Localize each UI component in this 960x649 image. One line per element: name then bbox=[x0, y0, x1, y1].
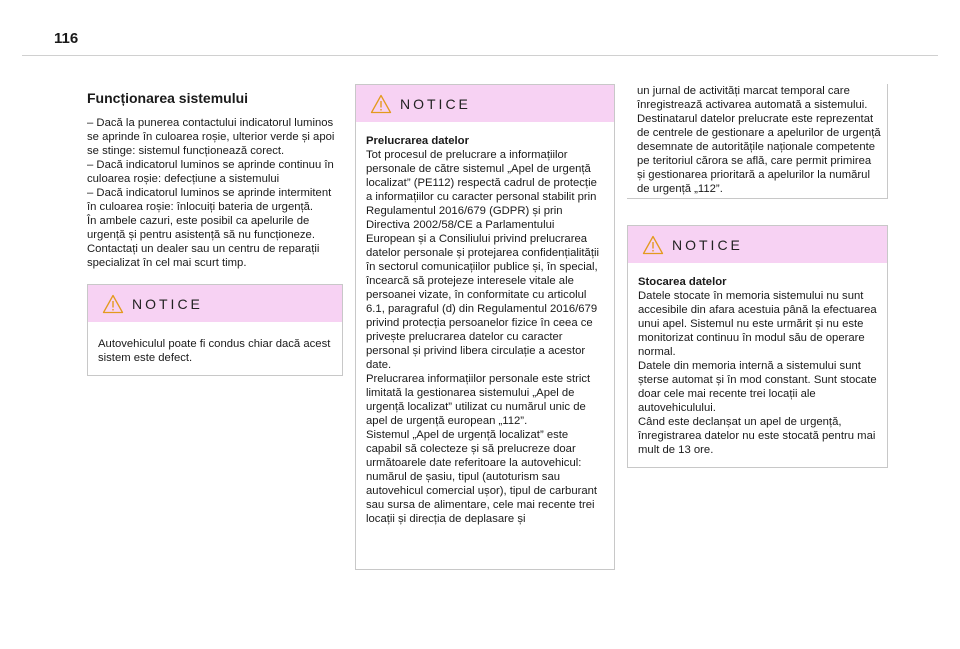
section-title: Funcționarea sistemului bbox=[87, 90, 249, 106]
notice-label: NOTICE bbox=[672, 236, 743, 253]
notice-title: Stocarea datelor bbox=[638, 276, 727, 288]
notice-label: NOTICE bbox=[400, 95, 471, 112]
notice-label: NOTICE bbox=[132, 295, 203, 312]
notice-body bbox=[628, 263, 887, 467]
paragraph: Prelucrarea informațiilor personale este strict limitată la gestionarea sistemului „Apel de urgență localizat” utilizat cu numărul unic de apel de urgență european „112”. bbox=[366, 373, 591, 427]
paragraph: un jurnal de activități marcat temporal care înregistrează activarea automată a sistemului. Destinatarul datelor prelucrate este reprezentat de centrele de gestionare a apelurilor de urgență desemnate de autoritățile naționale competente pe teritoriul cărora se află, care permit primirea și gestionarea prioritară a apelurilor la numărul de urgență „112”. bbox=[637, 85, 881, 195]
paragraph: Tot procesul de prelucrare a informațiilor personale de către sistemul „Apel de urgență localizat” (PE112) respectă cadrul de protecție a informațiilor cu caracter personal stabilit prin Regulamentul 2016/679 (GDPR) și prin Directiva 2002/58/CE a Parlamentului European și a Consiliului privind prelucrarea datelor personale și protejarea confidențialității în sectorul comunicațiilor publice și, în special, încearcă să protejeze interesele vitale ale persoanei vizate, în conformitate cu articolul 6.1, paragraful (d) din Regulamentul 2016/679 privind protecția persoanelor fizice în ceea ce privește prelucrarea datelor cu caracter personal și privind libera circulație a acestor date. bbox=[366, 149, 599, 371]
paragraph: Datele stocate în memoria sistemului nu sunt accesibile din afara acestuia până la efectuarea unui apel. Sistemul nu este urmărit și nu este monitorizat continuu în modul său de operare normal. bbox=[638, 290, 877, 358]
notice-box bbox=[355, 84, 615, 570]
notice-continuation bbox=[627, 84, 888, 199]
paragraph: În ambele cazuri, este posibil ca apelurile de urgență și pentru asistență să nu funcționeze. bbox=[87, 215, 315, 241]
column-3 bbox=[627, 84, 888, 468]
section-body bbox=[87, 116, 343, 270]
notice-box bbox=[87, 284, 343, 376]
paragraph: – Dacă la punerea contactului indicatorul luminos se aprinde în culoarea roșie, ulterior verde și apoi se stinge: sistemul funcționează corect. bbox=[87, 117, 335, 157]
paragraph: – Dacă indicatorul luminos se aprinde intermitent în culoarea roșie: înlocuiți bateria de urgență. bbox=[87, 187, 332, 213]
notice-title: Prelucrarea datelor bbox=[366, 135, 469, 147]
warning-icon bbox=[370, 94, 392, 114]
paragraph: Când este declanșat un apel de urgență, înregistrarea datelor nu este stocată pentru mai mult de 13 ore. bbox=[638, 416, 876, 456]
paragraph: – Dacă indicatorul luminos se aprinde continuu în culoarea roșie: defecțiune a sistemului bbox=[87, 159, 334, 185]
column-2 bbox=[355, 84, 615, 570]
notice-header bbox=[628, 226, 887, 263]
warning-icon bbox=[102, 294, 124, 314]
page-number: 116 bbox=[54, 30, 79, 47]
paragraph: Contactați un dealer sau un centru de reparații specializat în cel mai scurt timp. bbox=[87, 243, 320, 269]
notice-text: Autovehiculul poate fi condus chiar dacă acest sistem este defect. bbox=[98, 338, 331, 364]
header-divider bbox=[22, 55, 938, 56]
notice-body bbox=[88, 322, 342, 375]
notice-box bbox=[627, 225, 888, 468]
notice-body bbox=[356, 122, 614, 536]
notice-header bbox=[356, 85, 614, 122]
notice-header bbox=[88, 285, 342, 322]
column-1 bbox=[87, 90, 343, 376]
paragraph: Sistemul „Apel de urgență localizat” este capabil să colecteze și să prelucreze doar următoarele date referitoare la autovehicul: numărul de șasiu, tipul (autoturism sau autovehicul comercial ușor), tipul de carburant sau sursa de alimentare, cele mai recente trei locații și direcția de deplasare și bbox=[366, 429, 598, 525]
warning-icon bbox=[642, 235, 664, 255]
paragraph: Datele din memoria internă a sistemului sunt șterse automat și în mod constant. Sunt stocate doar cele mai recente trei locații ale autovehiculului. bbox=[638, 360, 877, 414]
